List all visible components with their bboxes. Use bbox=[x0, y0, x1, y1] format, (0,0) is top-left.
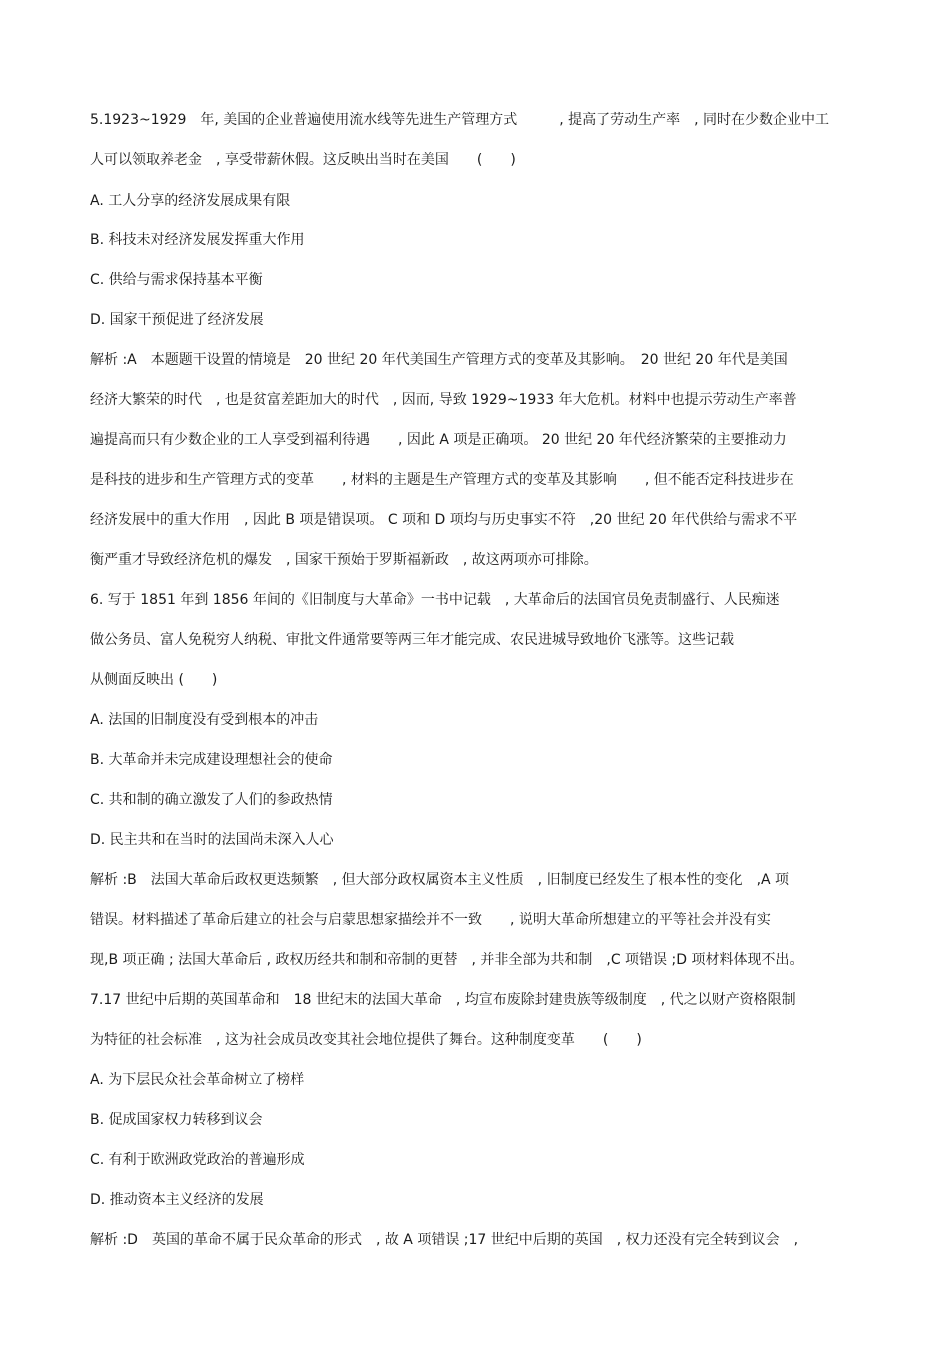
q5-analysis-line-1: 解析 :A 本题题干设置的情境是 20 世纪 20 年代美国生产管理方式的变革及其影响。 20 世纪 20 年代是美国 bbox=[90, 352, 788, 368]
q6-line-1: 6. 写于 1851 年到 1856 年间的《旧制度与大革命》一书中记载 , 大革命后的法国官员免责制盛行、人民痴迷 bbox=[90, 592, 780, 608]
q5-option-c: C. 供给与需求保持基本平衡 bbox=[90, 272, 263, 288]
q6-option-c: C. 共和制的确立激发了人们的参政热情 bbox=[90, 792, 333, 808]
q7-line-2: 为特征的社会标准 , 这为社会成员改变其社会地位提供了舞台。这种制度变革 ( ) bbox=[90, 1032, 642, 1048]
q7-option-d: D. 推动资本主义经济的发展 bbox=[90, 1192, 264, 1208]
q7-analysis-line-1: 解析 :D 英国的革命不属于民众革命的形式 , 故 A 项错误 ;17 世纪中后期的英国 , 权力还没有完全转到议会 , bbox=[90, 1232, 799, 1248]
q6-analysis-line-3: 现,B 项正确 ; 法国大革命后 , 政权历经共和制和帝制的更替 , 并非全部为共和制 ,C 项错误 ;D 项材料体现不出。 bbox=[90, 952, 804, 968]
q5-option-a: A. 工人分享的经济发展成果有限 bbox=[90, 193, 291, 209]
q6-option-a: A. 法国的旧制度没有受到根本的冲击 bbox=[90, 712, 319, 728]
q5-option-b: B. 科技未对经济发展发挥重大作用 bbox=[90, 232, 305, 248]
q5-analysis-line-6: 衡严重才导致经济危机的爆发 , 国家干预始于罗斯福新政 , 故这两项亦可排除。 bbox=[90, 552, 598, 568]
q5-option-d: D. 国家干预促进了经济发展 bbox=[90, 312, 264, 328]
q6-option-b: B. 大革命并未完成建设理想社会的使命 bbox=[90, 752, 333, 768]
q5-analysis-line-4: 是科技的进步和生产管理方式的变革 , 材料的主题是生产管理方式的变革及其影响 , 但不能否定科技进步在 bbox=[90, 472, 794, 488]
q7-option-b: B. 促成国家权力转移到议会 bbox=[90, 1112, 263, 1128]
q7-option-c: C. 有利于欧洲政党政治的普遍形成 bbox=[90, 1152, 305, 1168]
q5-analysis-line-5: 经济发展中的重大作用 , 因此 B 项是错误项。 C 项和 D 项均与历史事实不符 ,20 世纪 20 年代供给与需求不平 bbox=[90, 512, 798, 528]
q7-line-1: 7.17 世纪中后期的英国革命和 18 世纪末的法国大革命 , 均宣布废除封建贵族等级制度 , 代之以财产资格限制 bbox=[90, 992, 796, 1008]
q6-line-3: 从侧面反映出 ( ) bbox=[90, 672, 218, 688]
q6-option-d: D. 民主共和在当时的法国尚未深入人心 bbox=[90, 832, 334, 848]
q6-analysis-line-2: 错误。材料描述了革命后建立的社会与启蒙思想家描绘并不一致 , 说明大革命所想建立的平等社会并没有实 bbox=[90, 912, 771, 928]
q6-line-2: 做公务员、富人免税穷人纳税、审批文件通常要等两三年才能完成、农民进城导致地价飞涨等。这些记载 bbox=[90, 632, 734, 648]
q5-line-1: 5.1923~1929 年, 美国的企业普遍使用流水线等先进生产管理方式 , 提高了劳动生产率 , 同时在少数企业中工 bbox=[90, 112, 830, 128]
q5-line-2: 人可以领取养老金 , 享受带薪休假。这反映出当时在美国 ( ) bbox=[90, 152, 516, 168]
q7-option-a: A. 为下层民众社会革命树立了榜样 bbox=[90, 1072, 305, 1088]
q5-analysis-line-2: 经济大繁荣的时代 , 也是贫富差距加大的时代 , 因而, 导致 1929~1933 年大危机。材料中也提示劳动生产率普 bbox=[90, 392, 797, 408]
q6-analysis-line-1: 解析 :B 法国大革命后政权更迭频繁 , 但大部分政权属资本主义性质 , 旧制度已经发生了根本性的变化 ,A 项 bbox=[90, 872, 790, 888]
q5-analysis-line-3: 遍提高而只有少数企业的工人享受到福利待遇 , 因此 A 项是正确项。 20 世纪 20 年代经济繁荣的主要推动力 bbox=[90, 432, 787, 448]
